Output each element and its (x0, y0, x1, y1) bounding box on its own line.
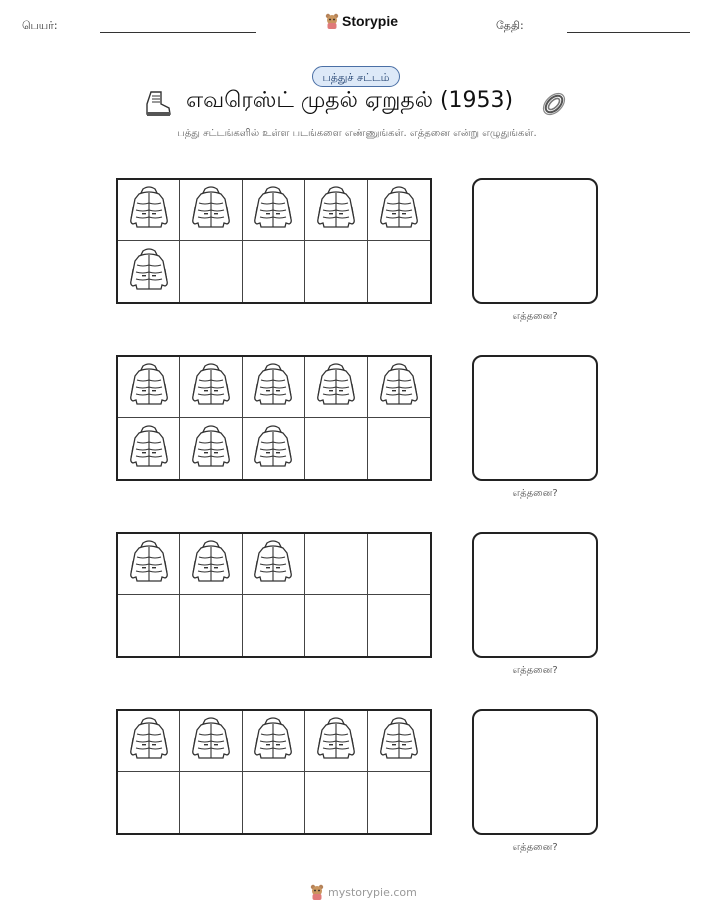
frame-cell (180, 357, 242, 418)
puffer-jacket-icon (127, 539, 171, 589)
puffer-jacket-icon (314, 716, 358, 766)
ten-frame (116, 532, 432, 658)
how-many-label: எத்தனை? (512, 842, 558, 853)
page-title: எவரெஸ்ட் முதல் ஏறுதல் (1953) (186, 88, 514, 113)
frame-cell (118, 772, 180, 833)
frame-cell (368, 357, 430, 418)
frame-cell (243, 534, 305, 595)
how-many-label: எத்தனை? (512, 488, 558, 499)
ten-frame (116, 178, 432, 304)
boot-icon (143, 90, 173, 118)
date-line[interactable] (567, 32, 690, 33)
frame-cell (305, 418, 367, 479)
puffer-jacket-icon (314, 185, 358, 235)
section-badge: பத்துச் சட்டம் (312, 66, 400, 87)
puffer-jacket-icon (127, 247, 171, 297)
frame-cell (368, 418, 430, 479)
frame-cell (180, 180, 242, 241)
frame-cell (243, 180, 305, 241)
frame-cell (305, 772, 367, 833)
frame-cell (118, 241, 180, 302)
frame-cell (368, 595, 430, 656)
puffer-jacket-icon (377, 716, 421, 766)
answer-box[interactable] (472, 709, 598, 835)
frame-cell (118, 357, 180, 418)
ten-frame (116, 709, 432, 835)
frame-cell (118, 418, 180, 479)
brand-name: Storypie (342, 13, 399, 29)
puffer-jacket-icon (314, 362, 358, 412)
frame-cell (305, 241, 367, 302)
puffer-jacket-icon (377, 185, 421, 235)
footer-url: mystorypie.com (328, 885, 417, 899)
puffer-jacket-icon (251, 424, 295, 474)
name-label: பெயர்: (22, 19, 58, 32)
frame-cell (243, 711, 305, 772)
bear-logo-icon (310, 884, 324, 900)
puffer-jacket-icon (127, 185, 171, 235)
puffer-jacket-icon (127, 424, 171, 474)
how-many-label: எத்தனை? (512, 311, 558, 322)
puffer-jacket-icon (251, 362, 295, 412)
frame-cell (180, 418, 242, 479)
answer-box[interactable] (472, 532, 598, 658)
ten-frame (116, 355, 432, 481)
frame-cell (118, 711, 180, 772)
frame-cell (305, 595, 367, 656)
frame-cell (368, 241, 430, 302)
frame-cell (305, 357, 367, 418)
frame-cell (305, 180, 367, 241)
puffer-jacket-icon (189, 424, 233, 474)
instructions: பத்து சட்டங்களில் உள்ள படங்களை எண்ணுங்கள். எத்தனை என்று எழுதுங்கள். (177, 128, 537, 139)
frame-cell (368, 772, 430, 833)
puffer-jacket-icon (127, 716, 171, 766)
frame-cell (180, 711, 242, 772)
frame-cell (368, 711, 430, 772)
answer-box[interactable] (472, 178, 598, 304)
puffer-jacket-icon (251, 185, 295, 235)
puffer-jacket-icon (189, 716, 233, 766)
frame-cell (118, 534, 180, 595)
brand-logo (325, 13, 398, 29)
frame-cell (180, 241, 242, 302)
how-many-label: எத்தனை? (512, 665, 558, 676)
frame-cell (243, 772, 305, 833)
frame-cell (180, 534, 242, 595)
frame-cell (243, 418, 305, 479)
puffer-jacket-icon (377, 362, 421, 412)
puffer-jacket-icon (251, 539, 295, 589)
frame-cell (180, 595, 242, 656)
frame-cell (180, 772, 242, 833)
frame-cell (243, 595, 305, 656)
puffer-jacket-icon (189, 362, 233, 412)
name-line[interactable] (100, 32, 256, 33)
bear-logo-icon (325, 13, 339, 29)
puffer-jacket-icon (127, 362, 171, 412)
frame-cell (305, 534, 367, 595)
frame-cell (368, 534, 430, 595)
puffer-jacket-icon (189, 539, 233, 589)
puffer-jacket-icon (251, 716, 295, 766)
frame-cell (118, 180, 180, 241)
frame-cell (305, 711, 367, 772)
frame-cell (243, 241, 305, 302)
puffer-jacket-icon (189, 185, 233, 235)
answer-box[interactable] (472, 355, 598, 481)
frame-cell (368, 180, 430, 241)
frame-cell (118, 595, 180, 656)
frame-cell (243, 357, 305, 418)
rope-icon (540, 90, 568, 118)
footer (310, 884, 417, 900)
date-label: தேதி: (496, 19, 524, 32)
